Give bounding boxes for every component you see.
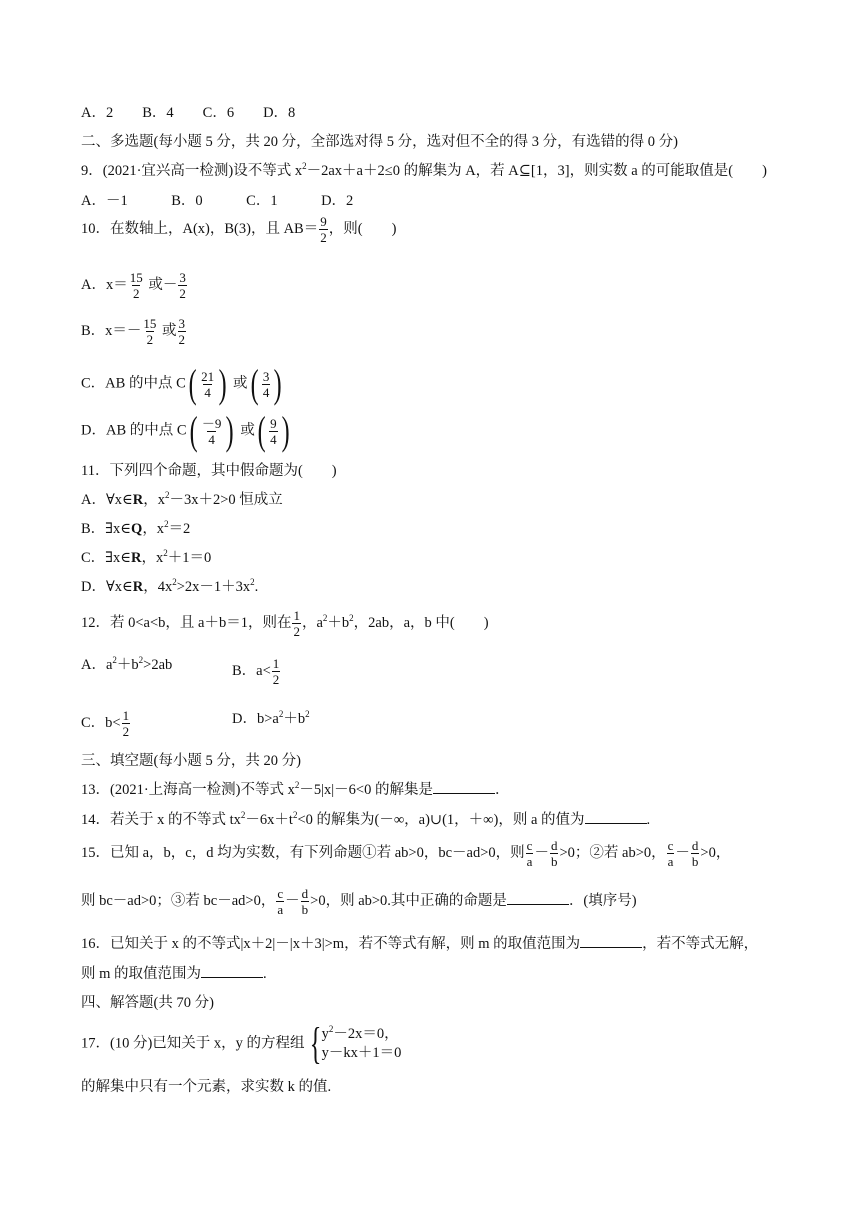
question-15-line-2: 则 bc－ad>0；③若 bc－ad>0， $\frac{c}{a}$ － $\frac{d}{b}$ >0，则 ab>0.其中正确的命题是 ．(填序号) [81, 886, 637, 917]
question-11-option-b: B．∃x∈Q，$x^2=2$ [81, 519, 191, 537]
answer-blank[interactable] [201, 965, 263, 978]
question-10-option-d: D．AB 的中点 C ( $\frac{-9}{4}$ ) 或 ( $\frac{9}{4}$ ) [81, 408, 290, 453]
brace-icon: { [309, 1019, 321, 1068]
question-12-stem: 12．若 0<a<b，且 a＋b＝1，则在 $\frac{1}{2}$ ，$a^2+b^2$，2ab，a，b 中( ) [81, 608, 489, 639]
question-16-line-1: 16．已知关于 x 的不等式|x＋2|－|x＋3|>m，若不等式有解，则 m 的取值范围为 ，若不等式无解， [81, 936, 759, 952]
question-11-option-a: A．∀x∈R，$x^2-3x+2>0$ 恒成立 [81, 490, 283, 508]
question-17-stem: 17．(10 分)已知关于 x，y 的方程组 { $y^2-2x=0$， y－kx＋1＝0 [81, 1019, 402, 1068]
section-4-heading: 四、解答题(共 70 分) [81, 995, 214, 1011]
q8-options: A．2 B．4 C．6 D．8 [81, 105, 296, 121]
question-11-option-d: D．∀x∈R，$4x^2>2x-1+3x^2$. [81, 577, 259, 595]
equation-system: $y^2-2x=0$， y－kx＋1＝0 [321, 1024, 402, 1061]
question-17-tail: 的解集中只有一个元素，求实数 k 的值. [81, 1079, 332, 1095]
question-10-option-b: B．x＝－ $\frac{15}{2}$ 或 $\frac{3}{2}$ [81, 316, 186, 347]
question-12-option-c: C．b< $\frac{1}{2}$ [81, 708, 130, 739]
question-13: 13．(2021·上海高一检测)不等式 $x^2-5|x|-6<0$ 的解集是 ． [81, 780, 510, 798]
question-14: 14．若关于 x 的不等式 $tx^2-6x+t^2<0$ 的解集为(－∞，a)∪(1，＋∞)，则 a 的值为 . [81, 810, 651, 828]
question-10-option-a: A．x＝ $\frac{15}{2}$ 或－ $\frac{3}{2}$ [81, 270, 186, 301]
section-2-heading: 二、多选题(每小题 5 分，共 20 分，全部选对得 5 分，选对但不全的得 3 分，有选错的得 0 分) [81, 134, 678, 150]
fraction: $\frac{9}{2}$ [320, 214, 327, 245]
answer-blank[interactable] [580, 935, 642, 948]
answer-blank[interactable] [507, 892, 569, 905]
question-16-line-2: 则 m 的取值范围为 . [81, 966, 267, 982]
question-10-stem: 10．在数轴上，A(x)，B(3)，且 AB＝ $\frac{9}{2}$ ，则( ) [81, 214, 397, 245]
question-9-stem: 9．(2021·宜兴高一检测)设不等式 $x^2-2ax+a+2\le 0$ 的解集为 A，若 A⊆[1，3]，则实数 a 的可能取值是( ) [81, 161, 767, 179]
question-11-option-c: C．∃x∈R，$x^2+1=0$ [81, 548, 212, 566]
question-12-option-b: B．a< $\frac{1}{2}$ [232, 656, 280, 687]
question-12-option-a: A．$a^2+b^2>2ab$ [81, 655, 173, 673]
question-11-stem: 11．下列四个命题，其中假命题为( ) [81, 463, 337, 479]
section-3-heading: 三、填空题(每小题 5 分，共 20 分) [81, 753, 301, 769]
answer-blank[interactable] [433, 781, 495, 794]
question-10-option-c: C．AB 的中点 C ( $\frac{21}{4}$ ) 或 ( $\frac{3}{4}$ ) [81, 361, 283, 406]
question-15-line-1: 15．已知 a，b，c，d 均为实数，有下列命题①若 ab>0，bc－ad>0，则 $\frac{c}{a}$ － $\frac{d}{b}$ >0；②若 ab>0， $\frac{c}{a}$ － $\frac{d}{b}$ >0， [81, 838, 731, 869]
answer-blank[interactable] [585, 811, 647, 824]
question-9-options: A．－1 B．0 C．1 D．2 [81, 193, 354, 209]
question-12-option-d: D．$b>a^2+b^2$ [232, 709, 310, 727]
